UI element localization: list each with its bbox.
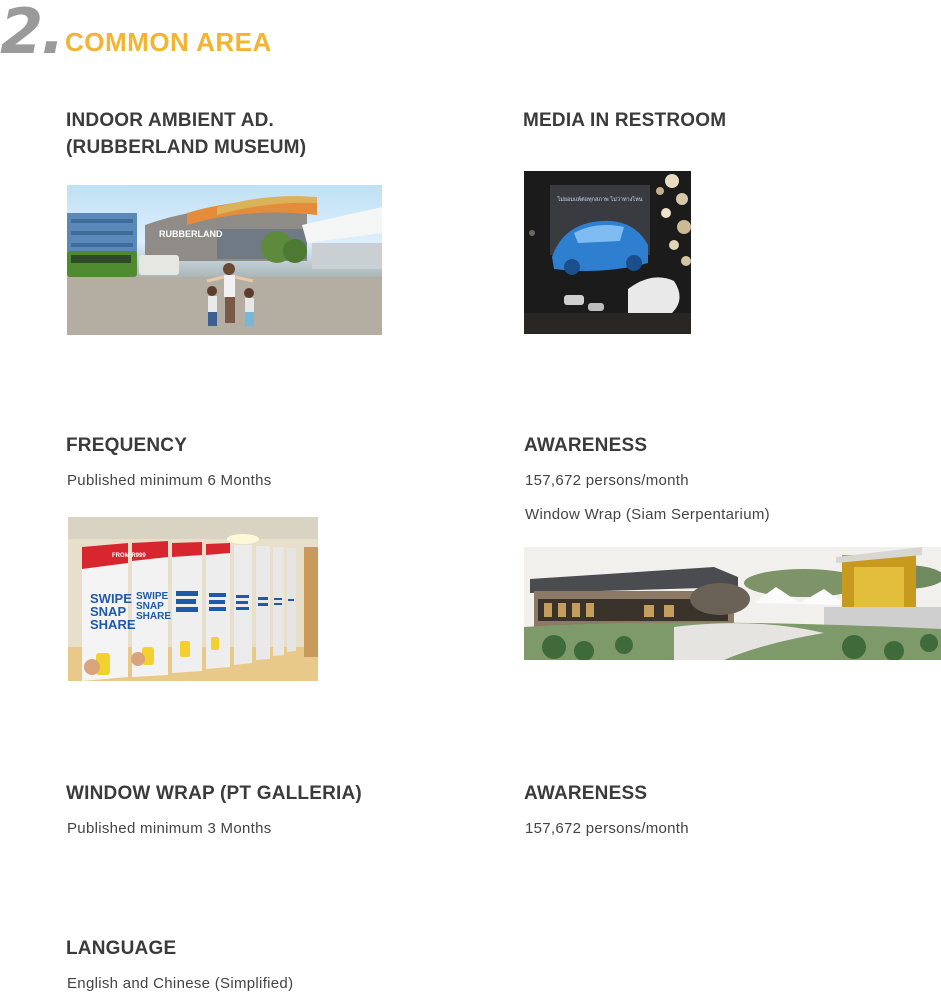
poster-price-text: FROM R999 [112,553,146,559]
window-wrap-galleria-text: Published minimum 3 Months [67,820,272,837]
indoor-ambient-title [66,107,306,161]
toilet-doors-illustration [68,517,318,681]
rubberland-illustration [67,185,382,335]
awareness-text-1: 157,672 persons/month [525,472,689,489]
indoor-ambient-title-line1: INDOOR AMBIENT AD. [66,110,275,131]
frequency-title: FREQUENCY [66,435,188,456]
poster2-slogan-line1: SWIPE [136,591,169,602]
restroom-sign-text: ไม่ยอมแพ้ต่อทุกสภาพ ไม่ว่าทางไหน [557,197,643,203]
poster-slogan-line2: SNAP [90,604,127,619]
section-number: 2. [0,0,63,68]
language-title: LANGUAGE [66,938,177,959]
awareness-title-1: AWARENESS [524,435,648,456]
serpentarium-illustration [524,547,941,660]
media-restroom-title: MEDIA IN RESTROOM [523,110,727,131]
window-wrap-galleria-title: WINDOW WRAP (PT GALLERIA) [66,783,362,804]
language-text: English and Chinese (Simplified) [67,975,294,992]
rubberland-sign: RUBBERLAND [159,229,223,239]
window-wrap-serpentarium-text: Window Wrap (Siam Serpentarium) [525,506,770,523]
toilet-door-wrap-photo [68,517,318,681]
section-title: COMMON AREA [65,27,272,57]
poster-slogan-line1: SWIPE [90,591,132,606]
indoor-ambient-title-line2: (RUBBERLAND MUSEUM) [66,137,307,158]
awareness-title-2: AWARENESS [524,783,648,804]
siam-serpentarium-render [524,547,941,660]
poster-slogan-line3: SHARE [90,617,136,632]
frequency-text: Published minimum 6 Months [67,472,272,489]
rubberland-museum-photo [67,185,382,335]
awareness-text-2: 157,672 persons/month [525,820,689,837]
restroom-media-photo [524,171,691,334]
poster2-slogan-line2: SNAP [136,601,164,612]
poster2-slogan-line3: SHARE [136,611,172,622]
restroom-illustration [524,171,691,334]
